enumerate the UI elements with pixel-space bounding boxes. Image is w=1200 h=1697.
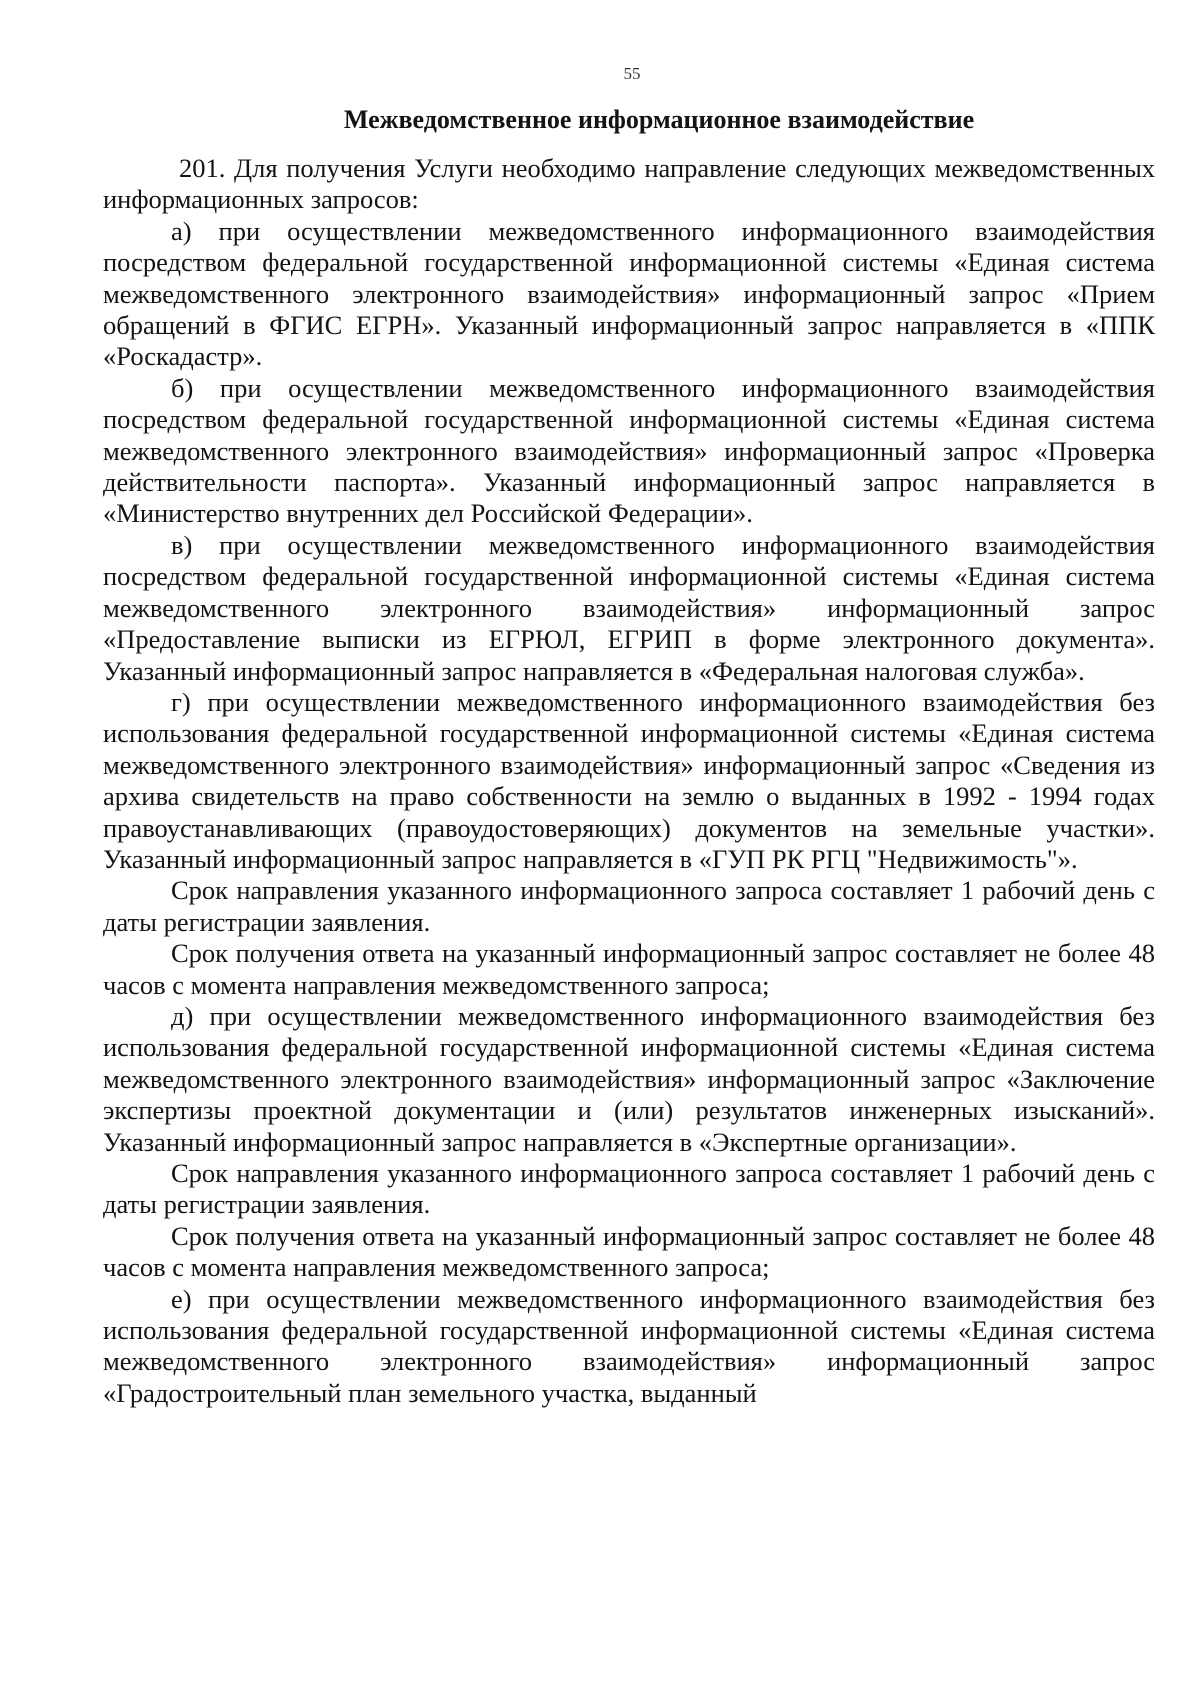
section-heading: Межведомственное информационное взаимодействие <box>343 105 975 134</box>
paragraph-item-e: е) при осуществлении межведомственного информационного взаимодействия без использования федеральной государственной информационной системы «Единая система межведомственного электронного взаимодействия» информационный запрос «Градостроительный план земельного участка, выданный <box>103 1283 1155 1408</box>
paragraph-send-deadline: Срок направления указанного информационного запроса составляет 1 рабочий день с даты регистрации заявления. <box>103 1158 1155 1220</box>
paragraph-item-v: в) при осуществлении межведомственного информационного взаимодействия посредством федеральной государственной информационной системы «Единая система межведомственного электронного взаимодействия» информационный запрос «Предоставление выписки из ЕГРЮЛ, ЕГРИП в форме электронного документа». Указанный информационный запрос направляется в «Федеральная налоговая служба». <box>103 529 1155 686</box>
paragraph-item-b: б) при осуществлении межведомственного информационного взаимодействия посредством федеральной государственной информационной системы «Единая система межведомственного электронного взаимодействия» информационный запрос «Проверка действительности паспорта». Указанный информационный запрос направляется в «Министерство внутренних дел Российской Федерации». <box>103 372 1155 529</box>
document-body <box>103 105 1155 1409</box>
paragraph-201: 201. Для получения Услуги необходимо направление следующих межведомственных информационных запросов: <box>103 153 1155 215</box>
page-number: 55 <box>623 64 641 83</box>
paragraph-item-d: д) при осуществлении межведомственного информационного взаимодействия без использования федеральной государственной информационной системы «Единая система межведомственного электронного взаимодействия» информационный запрос «Заключение экспертизы проектной документации и (или) результатов инженерных изысканий». Указанный информационный запрос направляется в «Экспертные организации». <box>103 1000 1155 1157</box>
paragraph-item-g: г) при осуществлении межведомственного информационного взаимодействия без использования федеральной государственной информационной системы «Единая система межведомственного электронного взаимодействия» информационный запрос «Сведения из архива свидетельств на право собственности на землю о выданных в 1992 - 1994 годах правоустанавливающих (правоудостоверяющих) документов на земельные участки». Указанный информационный запрос направляется в «ГУП РК РГЦ "Недвижимость"». <box>103 686 1155 874</box>
paragraph-response-deadline: Срок получения ответа на указанный информационный запрос составляет не более 48 часов с момента направления межведомственного запроса; <box>103 1220 1155 1283</box>
paragraph-response-deadline: Срок получения ответа на указанный информационный запрос составляет не более 48 часов с момента направления межведомственного запроса; <box>103 938 1155 1000</box>
paragraph-item-a: а) при осуществлении межведомственного информационного взаимодействия посредством федеральной государственной информационной системы «Единая система межведомственного электронного взаимодействия» информационный запрос «Прием обращений в ФГИС ЕГРН». Указанный информационный запрос направляется в «ППК «Роскадастр». <box>103 215 1155 372</box>
paragraph-send-deadline: Срок направления указанного информационного запроса составляет 1 рабочий день с даты регистрации заявления. <box>103 875 1155 937</box>
